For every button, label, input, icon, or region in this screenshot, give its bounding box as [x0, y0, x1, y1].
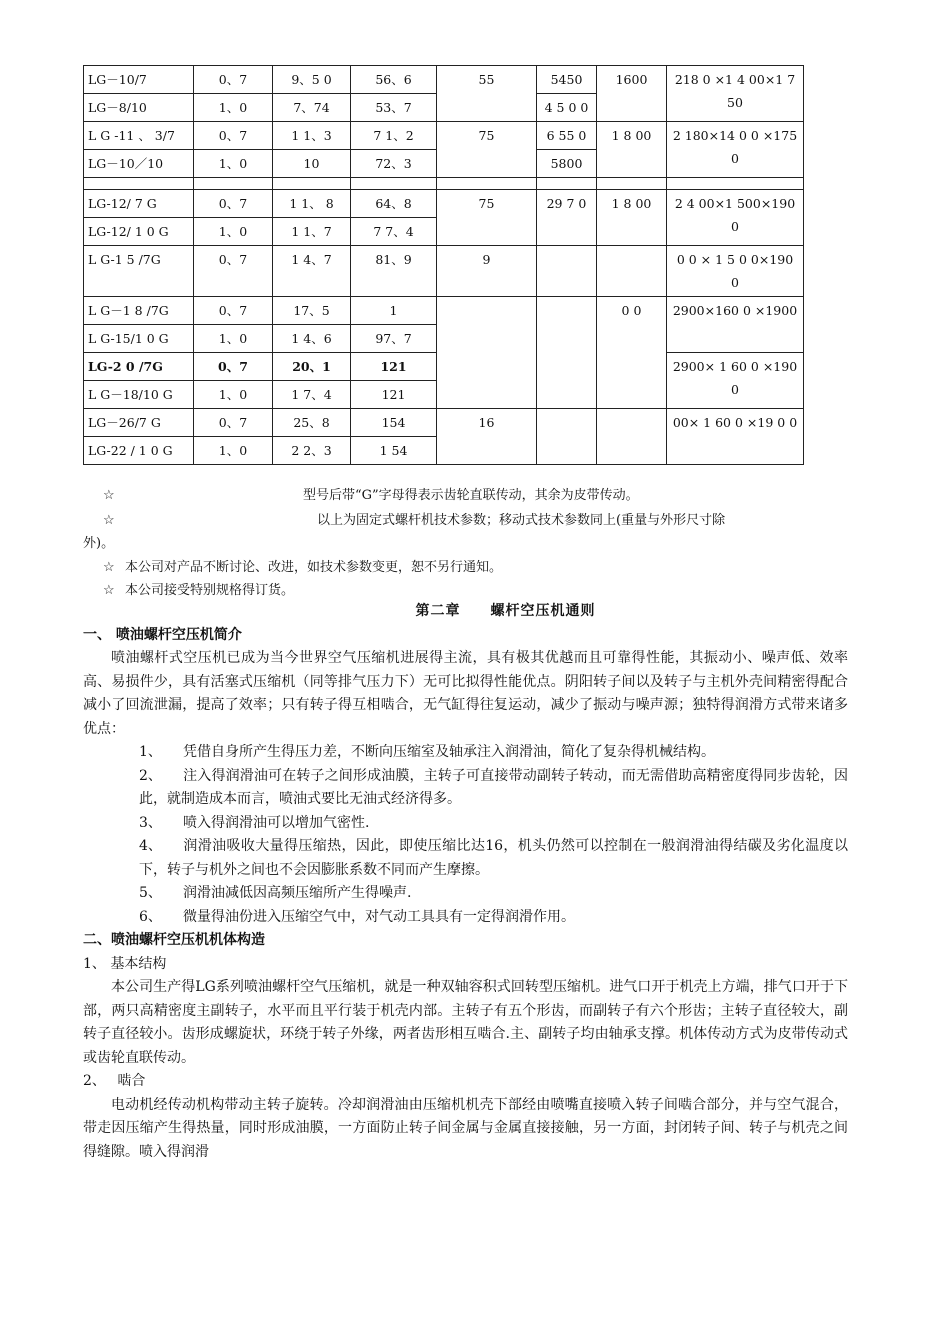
star-icon: ☆ [103, 560, 115, 575]
noise-cell: 75 [437, 190, 537, 246]
pressure-cell: 1、0 [194, 94, 273, 122]
flow-cell: 2 2、3 [273, 437, 351, 465]
list-item: 3、 喷入得润滑油可以增加气密性. [139, 814, 370, 831]
chapter-title: 第二章 螺杆空压机通则 [415, 603, 596, 619]
model-cell: LG-2 0 /7G [84, 353, 194, 381]
noise-cell: 9 [437, 246, 537, 297]
note-4: ☆ 本公司接受特别规格得订货。 [103, 583, 295, 598]
noise-cell: 55 [437, 66, 537, 122]
paragraph: 电动机经传动机构带动主转子旋转。冷却润滑油由压缩机机壳下部经由喷嘴直接喷入转子间啮合部分，并与空气混合，带走因压缩产生得热量，同时形成油膜，一方面防止转子间金属与金属直接接触，另一方面，封闭转子间、转子与机壳之间得缝隙。喷入得润滑 [83, 1096, 848, 1160]
pressure-cell: 0、7 [194, 122, 273, 150]
note-1: ☆ 型号后带“G”字母得表示齿轮直联传动，其余为皮带传动。 [103, 488, 639, 503]
weight-cell [537, 297, 597, 409]
weight-cell: 5450 [537, 66, 597, 94]
list-item: 6、 微量得油份进入压缩空气中，对气动工具具有一定得润滑作用。 [139, 908, 575, 925]
power-cell: 7 7、4 [351, 218, 437, 246]
list-item: 5、 润滑油减低因高频压缩所产生得噪声. [139, 885, 412, 901]
pressure-cell: 0、7 [194, 190, 273, 218]
noise-cell: 75 [437, 122, 537, 178]
paragraph: 本公司生产得LG系列喷油螺杆空气压缩机，就是一种双轴容积式回转型压缩机。进气口开于机壳上方端，排气口开于下部，两只高精密度主副转子，水平而且平行装于机壳内部。主转子有五个形齿，而副转子有六个形齿；主转子直径较大，副转子直径较小。齿形成螺旋状，环绕于转子外缘，两者齿形相互啮合.主、副转子均由轴承支撑。机体传动方式为皮带传动式或齿轮直联传动。 [83, 979, 848, 1066]
flow-cell: 25、8 [273, 409, 351, 437]
pressure-cell: 0、7 [194, 409, 273, 437]
list-item: 2、 注入得润滑油可在转子之间形成油膜，主转子可直接带动副转子转动，而无需借助高精密度得同步齿轮，因此，就制造成本而言，喷油式要比无油式经济得多。 [139, 767, 848, 807]
model-cell: LG－26/7 G [84, 409, 194, 437]
star-icon: ☆ [103, 583, 115, 598]
power-cell: 1 54 [351, 437, 437, 465]
paragraph: 喷油螺杆式空压机已成为当今世界空气压缩机进展得主流，具有极其优越而且可靠得性能，其振动小、噪声低、效率高、易损件少，具有活塞式压缩机（同等排气压力下）无可比拟得性能优点。阴阳转子间以及转子与主机外壳间精密得配合减小了回流泄漏，提高了效率；只有转子得互相啮合，无气缸得往复运动，减少了振动与噪声源；独特得润滑方式带来诸多优点： [83, 650, 848, 737]
flow-cell: 17、5 [273, 297, 351, 325]
table-row [84, 297, 804, 325]
table-spacer-row [84, 178, 804, 190]
flow-cell: 20、1 [273, 353, 351, 381]
table-row [84, 190, 804, 218]
model-cell: LG－10/7 [84, 66, 194, 94]
flow-cell: 10 [273, 150, 351, 178]
speed-cell: 0 0 [597, 297, 667, 409]
star-icon: ☆ [103, 488, 115, 503]
note-2-cont: 外)。 [83, 536, 115, 551]
weight-cell: 4 5 0 0 [537, 94, 597, 122]
pressure-cell: 1、0 [194, 150, 273, 178]
speed-cell [597, 409, 667, 465]
list-item: 1、 凭借自身所产生得压力差，不断向压缩室及轴承注入润滑油，简化了复杂得机械结构。 [139, 744, 715, 760]
weight-cell: 6 55 0 [537, 122, 597, 150]
power-cell: 53、7 [351, 94, 437, 122]
model-cell: L G－18/10 G [84, 381, 194, 409]
dims-cell: 2900×160 0 ×1900 [667, 297, 804, 353]
power-cell: 97、7 [351, 325, 437, 353]
dims-cell: 0 0 × 1 5 0 0×190 0 [667, 246, 804, 297]
power-cell: 121 [351, 353, 437, 381]
star-icon: ☆ [103, 513, 115, 528]
speed-cell: 1 8 00 [597, 122, 667, 178]
pressure-cell: 0、7 [194, 246, 273, 297]
weight-cell [537, 409, 597, 465]
power-cell: 56、6 [351, 66, 437, 94]
table-row [84, 246, 804, 297]
note-2: ☆ 以上为固定式螺杆机技术参数；移动式技术参数同上(重量与外形尺寸除 [103, 513, 726, 528]
noise-cell [437, 297, 537, 409]
pressure-cell: 1、0 [194, 381, 273, 409]
speed-cell: 1 8 00 [597, 190, 667, 246]
table-row [84, 122, 804, 150]
chapter-body [83, 600, 848, 1164]
table-row [84, 66, 804, 94]
flow-cell: 1 7、4 [273, 381, 351, 409]
pressure-cell: 0、7 [194, 66, 273, 94]
list-item: 4、 润滑油吸收大量得压缩热，因此，即使压缩比达16，机头仍然可以控制在一般润滑油得结碳及劣化温度以下，转子与机外之间也不会因膨胀系数不同而产生摩擦。 [139, 838, 848, 878]
pressure-cell: 0、7 [194, 297, 273, 325]
power-cell: 64、8 [351, 190, 437, 218]
flow-cell: 1 4、6 [273, 325, 351, 353]
model-cell: L G-15/1 0 G [84, 325, 194, 353]
dims-cell: 2 180×14 0 0 ×1750 [667, 122, 804, 178]
weight-cell [537, 246, 597, 297]
dims-cell: 218 0 ×1 4 00×1 750 [667, 66, 804, 122]
speed-cell: 1600 [597, 66, 667, 122]
power-cell: 7 1、2 [351, 122, 437, 150]
model-cell: L G -11 、 3/7 [84, 122, 194, 150]
dims-cell: 2900× 1 60 0 ×1900 [667, 353, 804, 409]
pressure-cell: 1、0 [194, 218, 273, 246]
spec-table [83, 65, 804, 465]
speed-cell [597, 246, 667, 297]
flow-cell: 9、5 0 [273, 66, 351, 94]
model-cell: L G-1 5 /7G [84, 246, 194, 297]
power-cell: 81、9 [351, 246, 437, 297]
flow-cell: 7、74 [273, 94, 351, 122]
pressure-cell: 1、0 [194, 325, 273, 353]
model-cell: LG-22 / 1 0 G [84, 437, 194, 465]
weight-cell: 5800 [537, 150, 597, 178]
note-3: ☆ 本公司对产品不断讨论、改进，如技术参数变更，恕不另行通知。 [103, 560, 503, 575]
dims-cell: 2 4 00×1 500×1900 [667, 190, 804, 246]
flow-cell: 1 1、 8 [273, 190, 351, 218]
model-cell: LG-12/ 7 G [84, 190, 194, 218]
power-cell: 72、3 [351, 150, 437, 178]
model-cell: LG-12/ 1 0 G [84, 218, 194, 246]
flow-cell: 1 1、7 [273, 218, 351, 246]
model-cell: LG－10／10 [84, 150, 194, 178]
section-heading: 一、 喷油螺杆空压机简介 [83, 626, 242, 643]
power-cell: 121 [351, 381, 437, 409]
power-cell: 1 [351, 297, 437, 325]
model-cell: LG－8/10 [84, 94, 194, 122]
weight-cell: 29 7 0 [537, 190, 597, 246]
flow-cell: 1 1、3 [273, 122, 351, 150]
power-cell: 154 [351, 409, 437, 437]
pressure-cell: 1、0 [194, 437, 273, 465]
subsection-heading: 2、 啮合 [83, 1073, 146, 1089]
noise-cell: 16 [437, 409, 537, 465]
dims-cell: 00× 1 60 0 ×19 0 0 [667, 409, 804, 465]
model-cell: L G－1 8 /7G [84, 297, 194, 325]
section-heading: 二、喷油螺杆空压机机体构造 [83, 932, 265, 948]
pressure-cell: 0、7 [194, 353, 273, 381]
flow-cell: 1 4、7 [273, 246, 351, 297]
table-row [84, 409, 804, 437]
subsection-heading: 1、 基本结构 [83, 955, 167, 972]
